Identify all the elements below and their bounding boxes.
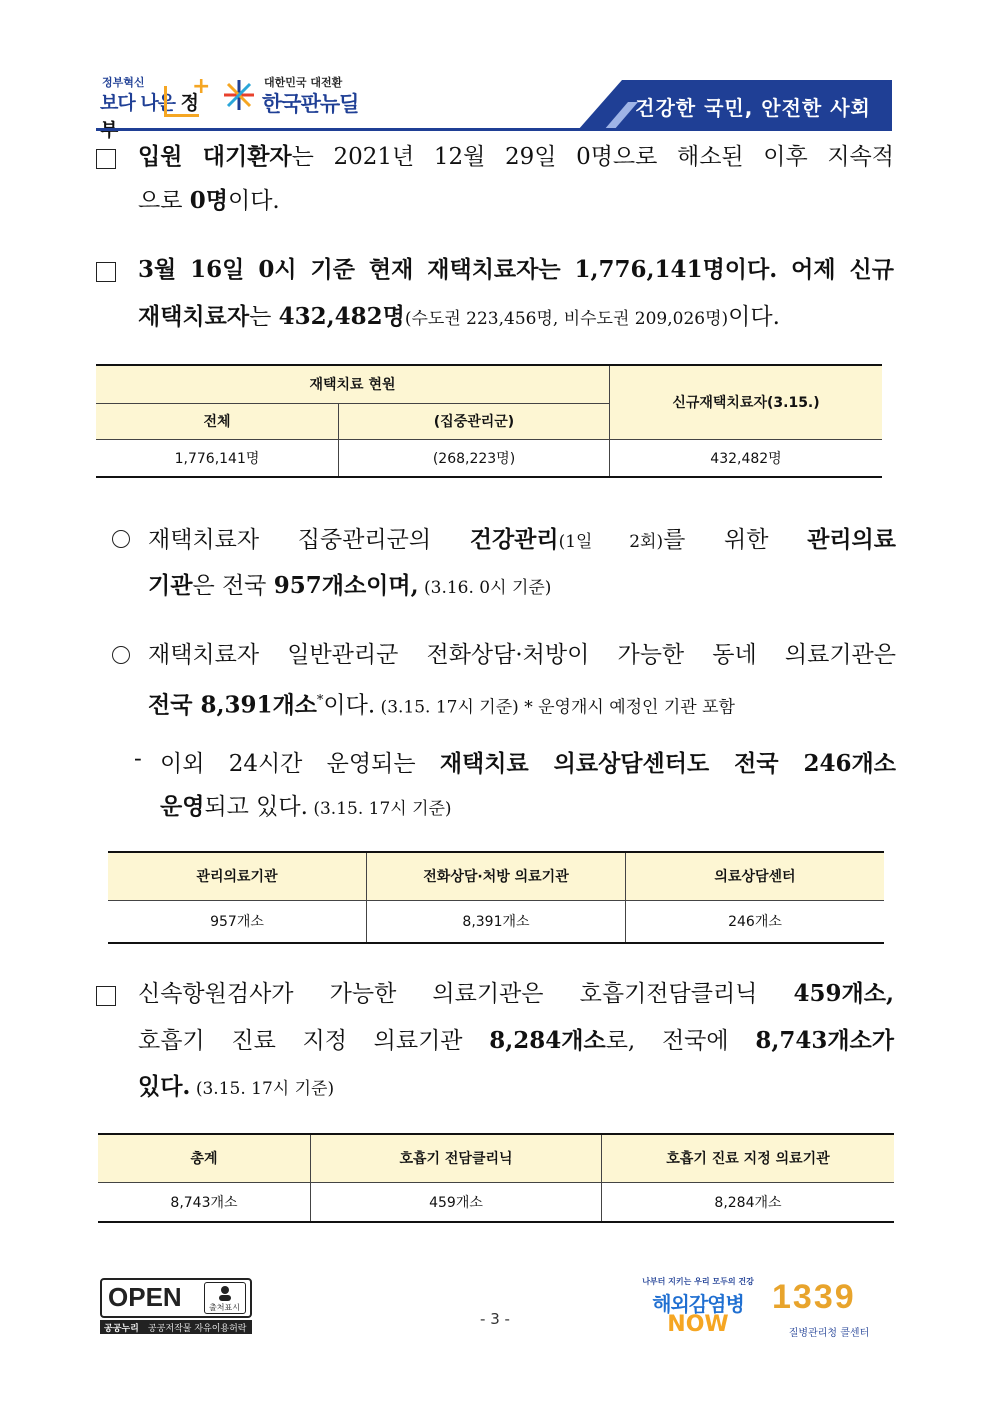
new-deal-small-text: 대한민국 대전환 — [264, 76, 343, 89]
paragraph-rapid-test-line2 — [138, 1020, 894, 1062]
reference-time: (3.15. 17시 기준) — [307, 799, 452, 819]
table-cell: 432,482명 — [610, 439, 883, 477]
inpatient-term: 입원 대기환자 — [138, 143, 292, 170]
reference-time: (3.15. 17시 기준) — [375, 697, 519, 718]
checkbox-bullet — [96, 149, 116, 169]
paragraph-center-line1 — [160, 743, 896, 785]
table-cell: 957개소 — [108, 900, 367, 943]
table-cell: 8,284개소 — [602, 1182, 895, 1222]
gov-logo-suffix: 정 — [180, 92, 199, 114]
rapid-test-table — [98, 1133, 894, 1223]
general-text: 이다. — [323, 692, 376, 719]
paragraph-general-line1: 재택치료자 일반관리군 전화상담·처방이 가능한 동네 의료기관은 — [148, 642, 896, 668]
now-title: 해외감염병 — [652, 1292, 744, 1316]
table-cell: 459개소 — [311, 1182, 602, 1222]
paragraph-inpatient-line1 — [138, 136, 894, 178]
frequency-note: (1일 2회) — [558, 532, 664, 552]
managed-text-a: 재택치료자 집중관리군의 — [148, 527, 470, 553]
rapid-text-c: 로, 전국에 — [605, 1028, 756, 1054]
managed-medical-term: 관리의료 — [807, 526, 896, 553]
inpatient-text: 는 2021년 12월 29일 0명으로 해소된 이후 지속적 — [291, 144, 894, 170]
rapid-text-a: 신속항원검사가 가능한 의료기관은 호흡기전담클리닉 — [138, 981, 794, 1007]
home-treatment-table — [96, 364, 882, 478]
header-divider — [96, 128, 892, 131]
table-row — [96, 439, 882, 477]
center-text-b: 되고 있다. — [204, 794, 308, 820]
kogl-sub-label: 공공저작물 자유이용허락 — [148, 1324, 247, 1334]
paragraph-home-treatment-line2 — [138, 296, 894, 340]
paragraph-inpatient-line2 — [138, 180, 894, 222]
checkbox-bullet — [96, 986, 116, 1006]
table-header-total: 전체 — [96, 403, 339, 439]
home-treatment-term: 재택치료자 — [138, 303, 250, 330]
rapid-text-b: 호흡기 진료 지정 의료기관 — [138, 1028, 490, 1054]
reference-time: (3.16. 0시 기준) — [418, 578, 552, 598]
table-cell: 8,743개소 — [98, 1182, 311, 1222]
table-row — [98, 1182, 894, 1222]
korean-new-deal-logo — [222, 72, 362, 118]
slogan-text: 건강한 국민, 안전한 사회 — [635, 96, 871, 120]
new-deal-big-text: 한국판뉴딜 — [262, 92, 359, 116]
paragraph-rapid-test-line1 — [138, 973, 894, 1015]
table-header: 의료상담센터 — [626, 852, 885, 900]
paragraph-managed-line1 — [148, 519, 896, 563]
table-header-intensive: (집중관리군) — [339, 403, 610, 439]
medical-institution-table — [108, 851, 884, 944]
now-tagline: 나부터 지키는 우리 모두의 건강 — [642, 1277, 754, 1286]
checkbox-bullet — [96, 262, 116, 282]
inpatient-zero: 0명 — [189, 187, 228, 214]
overseas-infection-now-logo — [640, 1276, 756, 1338]
gov-innovation-logo — [100, 72, 210, 118]
reference-time: (3.15. 17시 기준) — [190, 1079, 335, 1099]
table-cell: (268,223명) — [339, 439, 610, 477]
circle-bullet — [112, 646, 130, 664]
designated-count: 8,284개소 — [489, 1027, 606, 1054]
managed-text-b: 를 위한 — [663, 527, 808, 553]
rapid-end: 있다. — [138, 1073, 191, 1100]
table-cell: 1,776,141명 — [96, 439, 339, 477]
managed-text-c: 은 전국 — [192, 573, 274, 599]
total-count: 8,743개소가 — [755, 1027, 894, 1054]
hotline-number: 1339 — [772, 1278, 856, 1316]
center-text-a: 이외 24시간 운영되는 — [160, 751, 440, 777]
kogl-label: 공공누리 — [104, 1324, 139, 1334]
kogl-open-license-badge — [100, 1278, 252, 1334]
paragraph-general-line2 — [148, 680, 896, 729]
footnote-text: * 운영개시 예정인 기관 포함 — [518, 697, 735, 718]
hotline-center-label: 질병관리청 콜센터 — [788, 1328, 870, 1339]
paragraph-rapid-test-line3 — [138, 1066, 894, 1110]
gov-logo-small-text: 정부혁신 — [102, 76, 145, 89]
table-cell: 8,391개소 — [367, 900, 626, 943]
managed-count: 957개소이며, — [273, 572, 419, 599]
paragraph-home-treatment-line1: 3월 16일 0시 기준 현재 재택치료자는 1,776,141명이다. 어제 신규 — [138, 256, 894, 283]
region-breakdown: (수도권 223,456명, 비수도권 209,026명) — [404, 309, 729, 329]
attribution-label: 출처표시 — [209, 1303, 240, 1312]
home-treatment-end: 이다. — [728, 304, 780, 330]
new-home-treatment-count: 432,482명 — [278, 303, 405, 330]
now-sub: NOW — [667, 1312, 729, 1337]
inpatient-text-a: 으로 — [138, 188, 190, 214]
paragraph-managed-line2 — [148, 565, 896, 609]
slogan-banner — [578, 80, 892, 130]
table-header: 총계 — [98, 1134, 311, 1182]
table-header-new: 신규재택치료자(3.15.) — [610, 365, 883, 439]
kdca-1339-logo — [766, 1278, 892, 1340]
home-treatment-text: 는 — [249, 304, 279, 330]
person-icon — [217, 1285, 233, 1301]
attribution-icon-box — [204, 1282, 246, 1314]
table-row — [108, 900, 884, 943]
gov-logo-prefix: 보다 나은 — [100, 92, 176, 114]
consult-center-count: 재택치료 의료상담센터도 전국 246개소 — [439, 750, 896, 777]
dash-bullet: - — [134, 746, 142, 772]
table-cell: 246개소 — [626, 900, 885, 943]
table-header: 관리의료기관 — [108, 852, 367, 900]
circle-bullet — [112, 530, 130, 548]
operation-term: 운영 — [160, 793, 205, 820]
institution-term: 기관 — [148, 572, 193, 599]
clinic-count: 전국 8,391개소 — [148, 691, 317, 719]
page-number: - 3 - — [480, 1310, 510, 1328]
paragraph-center-line2 — [160, 786, 896, 830]
footnote-mark: * — [316, 693, 324, 708]
table-header-current: 재택치료 현원 — [96, 365, 610, 403]
table-header: 호흡기 전담클리닉 — [311, 1134, 602, 1182]
respiratory-clinic-count: 459개소, — [793, 980, 894, 1007]
plus-icon: + — [192, 74, 211, 99]
inpatient-text-b: 이다. — [227, 188, 280, 214]
table-header: 호흡기 진료 지정 의료기관 — [602, 1134, 895, 1182]
open-text: OPEN — [108, 1282, 182, 1312]
new-deal-star-icon — [222, 78, 256, 112]
health-management-term: 건강관리 — [469, 526, 559, 553]
table-header: 전화상담·처방 의료기관 — [367, 852, 626, 900]
